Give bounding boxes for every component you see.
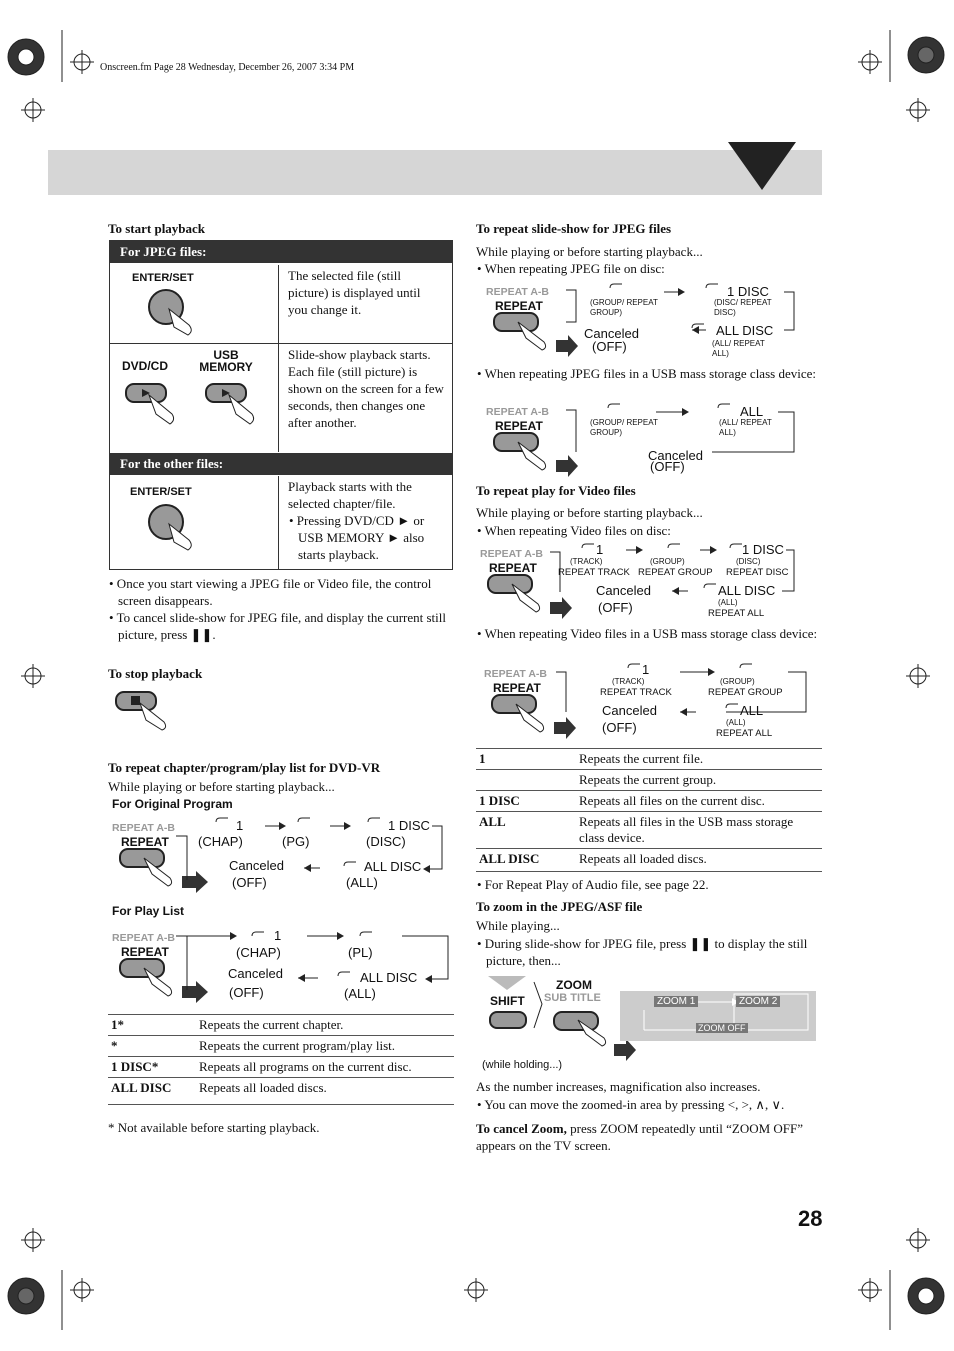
group-repeat-group-label-2: (GROUP/ REPEAT GROUP) — [590, 418, 658, 437]
repeat-group-label: REPEAT GROUP — [638, 567, 713, 578]
repeat-flow-arrows-4 — [484, 400, 814, 478]
dvdvr-repeat-table — [108, 1014, 454, 1105]
repeat-all-label-2: REPEAT ALL — [716, 728, 773, 739]
subtitle-label: SUB TITLE — [544, 992, 601, 1004]
canceled-label-6: Canceled — [602, 703, 657, 718]
video-intro: While playing or before starting playback... — [476, 505, 703, 520]
track-label: (TRACK) — [570, 557, 603, 566]
group-label-2: (GROUP) — [720, 677, 755, 686]
zoom1-label: ZOOM 1 — [654, 996, 698, 1007]
note-2: • To cancel slide-show for JPEG file, and display the current still picture, press ❚❚. — [109, 610, 446, 642]
desc-cell: Repeats the current group. — [576, 770, 822, 791]
off-label-3: (OFF) — [592, 339, 627, 354]
zoom-bullet-1: • During slide-show for JPEG file, press ❚❚ to display the still picture, then... — [477, 936, 808, 968]
repeat-label-6: REPEAT — [493, 681, 541, 695]
slideshow-bullet-2: • When repeating JPEG files in a USB mass storage class device: — [477, 366, 816, 381]
table-row — [476, 849, 822, 872]
zoom-intro: While playing... — [476, 918, 560, 933]
other-desc-2: • Pressing DVD/CD ► or USB MEMORY ► also starts playback. — [289, 513, 425, 562]
off-label-2: (OFF) — [229, 985, 264, 1000]
header-banner — [48, 150, 822, 195]
repeat-ab-label: REPEAT A-B — [112, 822, 175, 834]
start-playback-title: To start playback — [108, 221, 206, 236]
repeat-group-label-2: REPEAT GROUP — [708, 687, 783, 698]
chap-label: (CHAP) — [198, 834, 243, 849]
zoom-cancel-text: press ZOOM repeatedly until “ZOOM OFF” appears on the TV screen. — [476, 1121, 804, 1153]
disc-label: (DISC) — [366, 834, 406, 849]
pg-label: (PG) — [282, 834, 310, 849]
desc-cell: Repeats the current file. — [576, 749, 822, 770]
audio-note: • For Repeat Play of Audio file, see page 22. — [477, 877, 709, 892]
note-1: • Once you start viewing a JPEG file or Video file, the control screen disappears. — [109, 576, 432, 608]
all-disc-label-2: ALL DISC — [360, 970, 418, 985]
shift-label: SHIFT — [490, 994, 525, 1008]
video-bullet-1: • When repeating Video files on disc: — [477, 523, 671, 538]
repeat-track-label: REPEAT TRACK — [558, 567, 630, 578]
zoom-cancel — [476, 1120, 816, 1154]
table-row — [108, 1015, 454, 1036]
mode-cell: ALL DISC — [108, 1078, 196, 1105]
jpeg-desc: The selected file (still picture) is displayed until you change it. — [288, 268, 421, 317]
desc-cell: Repeats all files on the current disc. — [576, 791, 822, 812]
down-triangle-icon — [728, 142, 796, 190]
repeat-ab-label-6: REPEAT A-B — [484, 668, 547, 680]
repeat-ab-label-4: REPEAT A-B — [486, 406, 549, 418]
mode-cell: ALL DISC — [476, 849, 576, 872]
table-row — [476, 749, 822, 770]
all-label-2: (ALL) — [344, 986, 376, 1001]
repeat-label-4: REPEAT — [495, 419, 543, 433]
canceled-label-4: Canceled — [648, 448, 703, 463]
canceled-label-3: Canceled — [584, 326, 639, 341]
desc-cell: Repeats all files in the USB mass storage class device. — [576, 812, 822, 849]
repeat-dvdvr-title: To repeat chapter/program/play list for DVD-VR — [108, 760, 381, 775]
all-label-4: ALL — [740, 404, 764, 419]
footnote: * Not available before starting playback. — [108, 1120, 320, 1135]
repeat-all-label: REPEAT ALL — [708, 608, 765, 619]
repeat-flow-arrows-2 — [112, 926, 454, 1008]
play-buttons-icon — [124, 380, 274, 430]
canceled-label-2: Canceled — [228, 966, 283, 981]
repeat-disc-label: REPEAT DISC — [726, 567, 789, 578]
zoom-button-label: ZOOM — [556, 978, 592, 992]
mode-cell: 1 DISC* — [108, 1057, 196, 1078]
one-label: 1 — [236, 818, 244, 833]
off-label-5: (OFF) — [598, 600, 633, 615]
while-holding-label: (while holding...) — [482, 1059, 563, 1071]
slideshow-disc-diagram — [484, 280, 814, 360]
play-list-label: For Play List — [112, 904, 185, 918]
other-desc-1: Playback starts with the selected chapter/file. — [288, 479, 412, 511]
zoom-title: To zoom in the JPEG/ASF file — [476, 899, 643, 914]
repeat-label: REPEAT — [121, 835, 169, 849]
repeat-label-2: REPEAT — [121, 945, 169, 959]
stop-playback-title: To stop playback — [108, 666, 203, 681]
desc-cell: Repeats the current chapter. — [196, 1015, 454, 1036]
desc-cell: Repeats all programs on the current disc. — [196, 1057, 454, 1078]
chap-label-2: (CHAP) — [236, 945, 281, 960]
zoom-after-1: As the number increases, magnification also increases. — [476, 1079, 761, 1094]
slideshow-desc-2: Each file (still picture) is shown on the screen for a few seconds, then changes one after another. — [288, 364, 444, 430]
one-disc-label: 1 DISC — [388, 818, 430, 833]
off-label: (OFF) — [232, 875, 267, 890]
video-usb-diagram — [480, 660, 816, 742]
all-label-6: ALL — [740, 703, 764, 718]
desc-cell: Repeats all loaded discs. — [196, 1078, 454, 1105]
all-paren-label-6: (ALL) — [726, 718, 746, 727]
one-label-5: 1 — [596, 542, 604, 557]
one-disc-label-5: 1 DISC — [742, 542, 784, 557]
repeat-label-5: REPEAT — [489, 561, 537, 575]
slideshow-desc-1: Slide-show playback starts. — [288, 347, 431, 362]
enter-set-label-2: ENTER/SET — [130, 486, 192, 498]
video-repeat-table — [476, 748, 822, 872]
canceled-label: Canceled — [229, 858, 284, 873]
enter-set-label: ENTER/SET — [132, 272, 194, 284]
repeat-ab-label-5: REPEAT A-B — [480, 548, 543, 560]
enter-set-button-icon — [144, 287, 204, 339]
file-info: Onscreen.fm Page 28 Wednesday, December 26, 2007 3:34 PM — [100, 62, 355, 73]
table-row — [476, 770, 822, 791]
repeat-label-3: REPEAT — [495, 299, 543, 313]
zoom-cancel-bold: To cancel Zoom, — [476, 1121, 567, 1136]
stop-button-icon — [114, 688, 184, 732]
dvdvr-playlist-diagram — [112, 926, 454, 1008]
other-files-header: For the other files: — [110, 453, 452, 475]
repeat-dvdvr-intro: While playing or before starting playback... — [108, 779, 335, 794]
repeat-ab-label-2: REPEAT A-B — [112, 932, 175, 944]
dvdvr-original-diagram — [112, 816, 454, 896]
jpeg-header: For JPEG files: — [110, 241, 452, 263]
all-repeat-all-label: (ALL/ REPEAT ALL) — [712, 339, 765, 358]
repeat-ab-label-3: REPEAT A-B — [486, 286, 549, 298]
off-label-6: (OFF) — [602, 720, 637, 735]
zoom-diagram — [480, 972, 820, 1072]
desc-cell: Repeats the current program/play list. — [196, 1036, 454, 1057]
slideshow-title: To repeat slide-show for JPEG files — [476, 221, 672, 236]
original-program-label: For Original Program — [112, 797, 233, 811]
mode-cell: 1* — [108, 1015, 196, 1036]
zoom-off-label: ZOOM OFF — [698, 1023, 746, 1033]
usb-memory-label: USB MEMORY — [199, 348, 253, 374]
one-label-2: 1 — [274, 928, 282, 943]
table-row — [108, 1057, 454, 1078]
disc-label-5: (DISC) — [736, 557, 761, 566]
table-row — [476, 791, 822, 812]
zoom-diagram-graphics — [480, 972, 820, 1072]
all-disc-label-5: ALL DISC — [718, 583, 776, 598]
pl-label: (PL) — [348, 945, 373, 960]
slideshow-bullet-1: • When repeating JPEG file on disc: — [477, 261, 665, 276]
desc-cell: Repeats all loaded discs. — [576, 849, 822, 872]
page-number: 28 — [798, 1206, 823, 1231]
canceled-label-5: Canceled — [596, 583, 651, 598]
one-disc-label-3: 1 DISC — [727, 284, 769, 299]
enter-set-button-icon-2 — [144, 502, 204, 554]
video-disc-diagram — [478, 540, 816, 622]
track-label-2: (TRACK) — [612, 677, 645, 686]
all-disc-label-3: ALL DISC — [716, 323, 774, 338]
group-repeat-group-label: (GROUP/ REPEAT GROUP) — [590, 298, 658, 317]
mode-cell: ALL — [476, 812, 576, 849]
repeat-track-label-2: REPEAT TRACK — [600, 687, 672, 698]
group-label: (GROUP) — [650, 557, 685, 566]
all-label-5: (ALL) — [718, 598, 738, 607]
all-disc-label: ALL DISC — [364, 859, 422, 874]
slideshow-intro: While playing or before starting playback... — [476, 244, 703, 259]
table-row — [476, 812, 822, 849]
zoom2-label: ZOOM 2 — [736, 996, 780, 1007]
zoom-after-2: • You can move the zoomed-in area by pressing <, >, ∧, ∨. — [477, 1097, 785, 1112]
slideshow-usb-diagram — [484, 400, 814, 478]
mode-cell: * — [108, 1036, 196, 1057]
start-playback-table — [109, 240, 453, 570]
all-label: (ALL) — [346, 875, 378, 890]
video-bullet-2: • When repeating Video files in a USB mass storage class device: — [477, 626, 818, 641]
video-title: To repeat play for Video files — [476, 483, 636, 498]
off-label-4: (OFF) — [650, 459, 685, 474]
table-row — [108, 1036, 454, 1057]
mode-cell — [476, 770, 576, 791]
disc-repeat-disc-label: (DISC/ REPEAT DISC) — [714, 298, 772, 317]
mode-cell: 1 — [476, 749, 576, 770]
table-row — [108, 1078, 454, 1105]
dvdcd-label: DVD/CD — [122, 359, 169, 373]
mode-cell: 1 DISC — [476, 791, 576, 812]
all-repeat-all-label-2: (ALL/ REPEAT ALL) — [719, 418, 772, 437]
one-label-6: 1 — [642, 662, 650, 677]
